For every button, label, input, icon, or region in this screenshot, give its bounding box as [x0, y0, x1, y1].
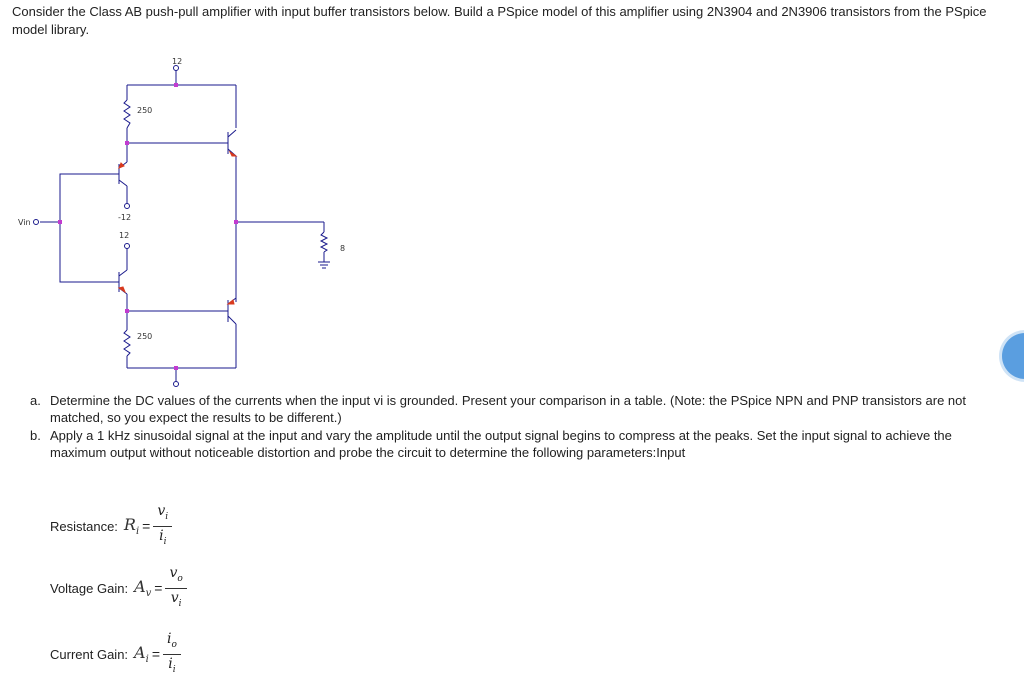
resistor-load — [321, 232, 327, 252]
equals-sign: = — [142, 518, 151, 534]
resistor-250-bottom — [124, 330, 130, 356]
r-top-label: 250 — [137, 106, 153, 115]
question-marker: a. — [30, 393, 41, 408]
question-text: Determine the DC values of the currents when the input vi is grounded. Present your comparison in a table. (Note: the PSpice NPN and PNP transistors are not matched, so you expect the results to be different.) — [50, 393, 967, 425]
fraction: $\frac{i_o}{i_i}$ — [163, 631, 181, 678]
voltage-gain-formula — [50, 564, 187, 609]
question-a — [28, 392, 1003, 426]
problem-intro: Consider the Class AB push-pull amplifier with input buffer transistors below. Build a PSpice model of this amplifier using 2N3904 and 2N3906 transistors from the PSpice model library. — [12, 4, 987, 37]
vin-label: Vin — [18, 218, 31, 227]
equals-sign: = — [154, 580, 163, 596]
vee-upper-terminal — [125, 204, 130, 209]
r-load-label: 8 — [340, 244, 346, 253]
vcc-top-label: 12 — [172, 57, 183, 66]
question-b — [28, 427, 1003, 461]
resistor-250-top — [124, 100, 130, 128]
equals-sign: = — [151, 646, 160, 662]
current-gain-formula — [50, 630, 181, 675]
question-text: Apply a 1 kHz sinusoidal signal at the input and vary the amplitude until the output signal begins to compress at the peaks. Set the input signal to achieve the maximum output without noticeable distortion and probe the circuit to determine the following parameters:Input — [50, 428, 952, 460]
vee-bottom-label — [169, 389, 182, 390]
formula-symbol: $R_i$ — [123, 514, 140, 538]
formula-label: Current Gain: — [50, 646, 129, 662]
question-marker: b. — [30, 428, 41, 443]
formula-symbol: $A_i$ — [134, 642, 149, 666]
resistance-formula — [50, 502, 172, 547]
node-dots — [58, 83, 238, 370]
emitter-arrows — [119, 152, 236, 304]
vcc-top-terminal — [174, 66, 179, 71]
formula-label: Voltage Gain: — [50, 580, 129, 596]
ground-icon — [318, 262, 330, 268]
circuit-wires — [40, 70, 324, 382]
fraction: $\frac{v_i}{i_i}$ — [153, 503, 172, 550]
vcc-lower-label: 12 — [119, 231, 130, 240]
vin-terminal — [34, 220, 39, 225]
question-list — [28, 392, 1003, 462]
vee-bottom-terminal — [174, 382, 179, 387]
formula-label: Resistance: — [50, 518, 118, 534]
formula-symbol: $A_v$ — [134, 576, 152, 600]
fraction: $\frac{v_o}{v_i}$ — [165, 565, 186, 612]
vee-upper-label: -12 — [118, 213, 132, 222]
vcc-lower-terminal — [125, 244, 130, 249]
r-bottom-label: 250 — [137, 332, 153, 341]
